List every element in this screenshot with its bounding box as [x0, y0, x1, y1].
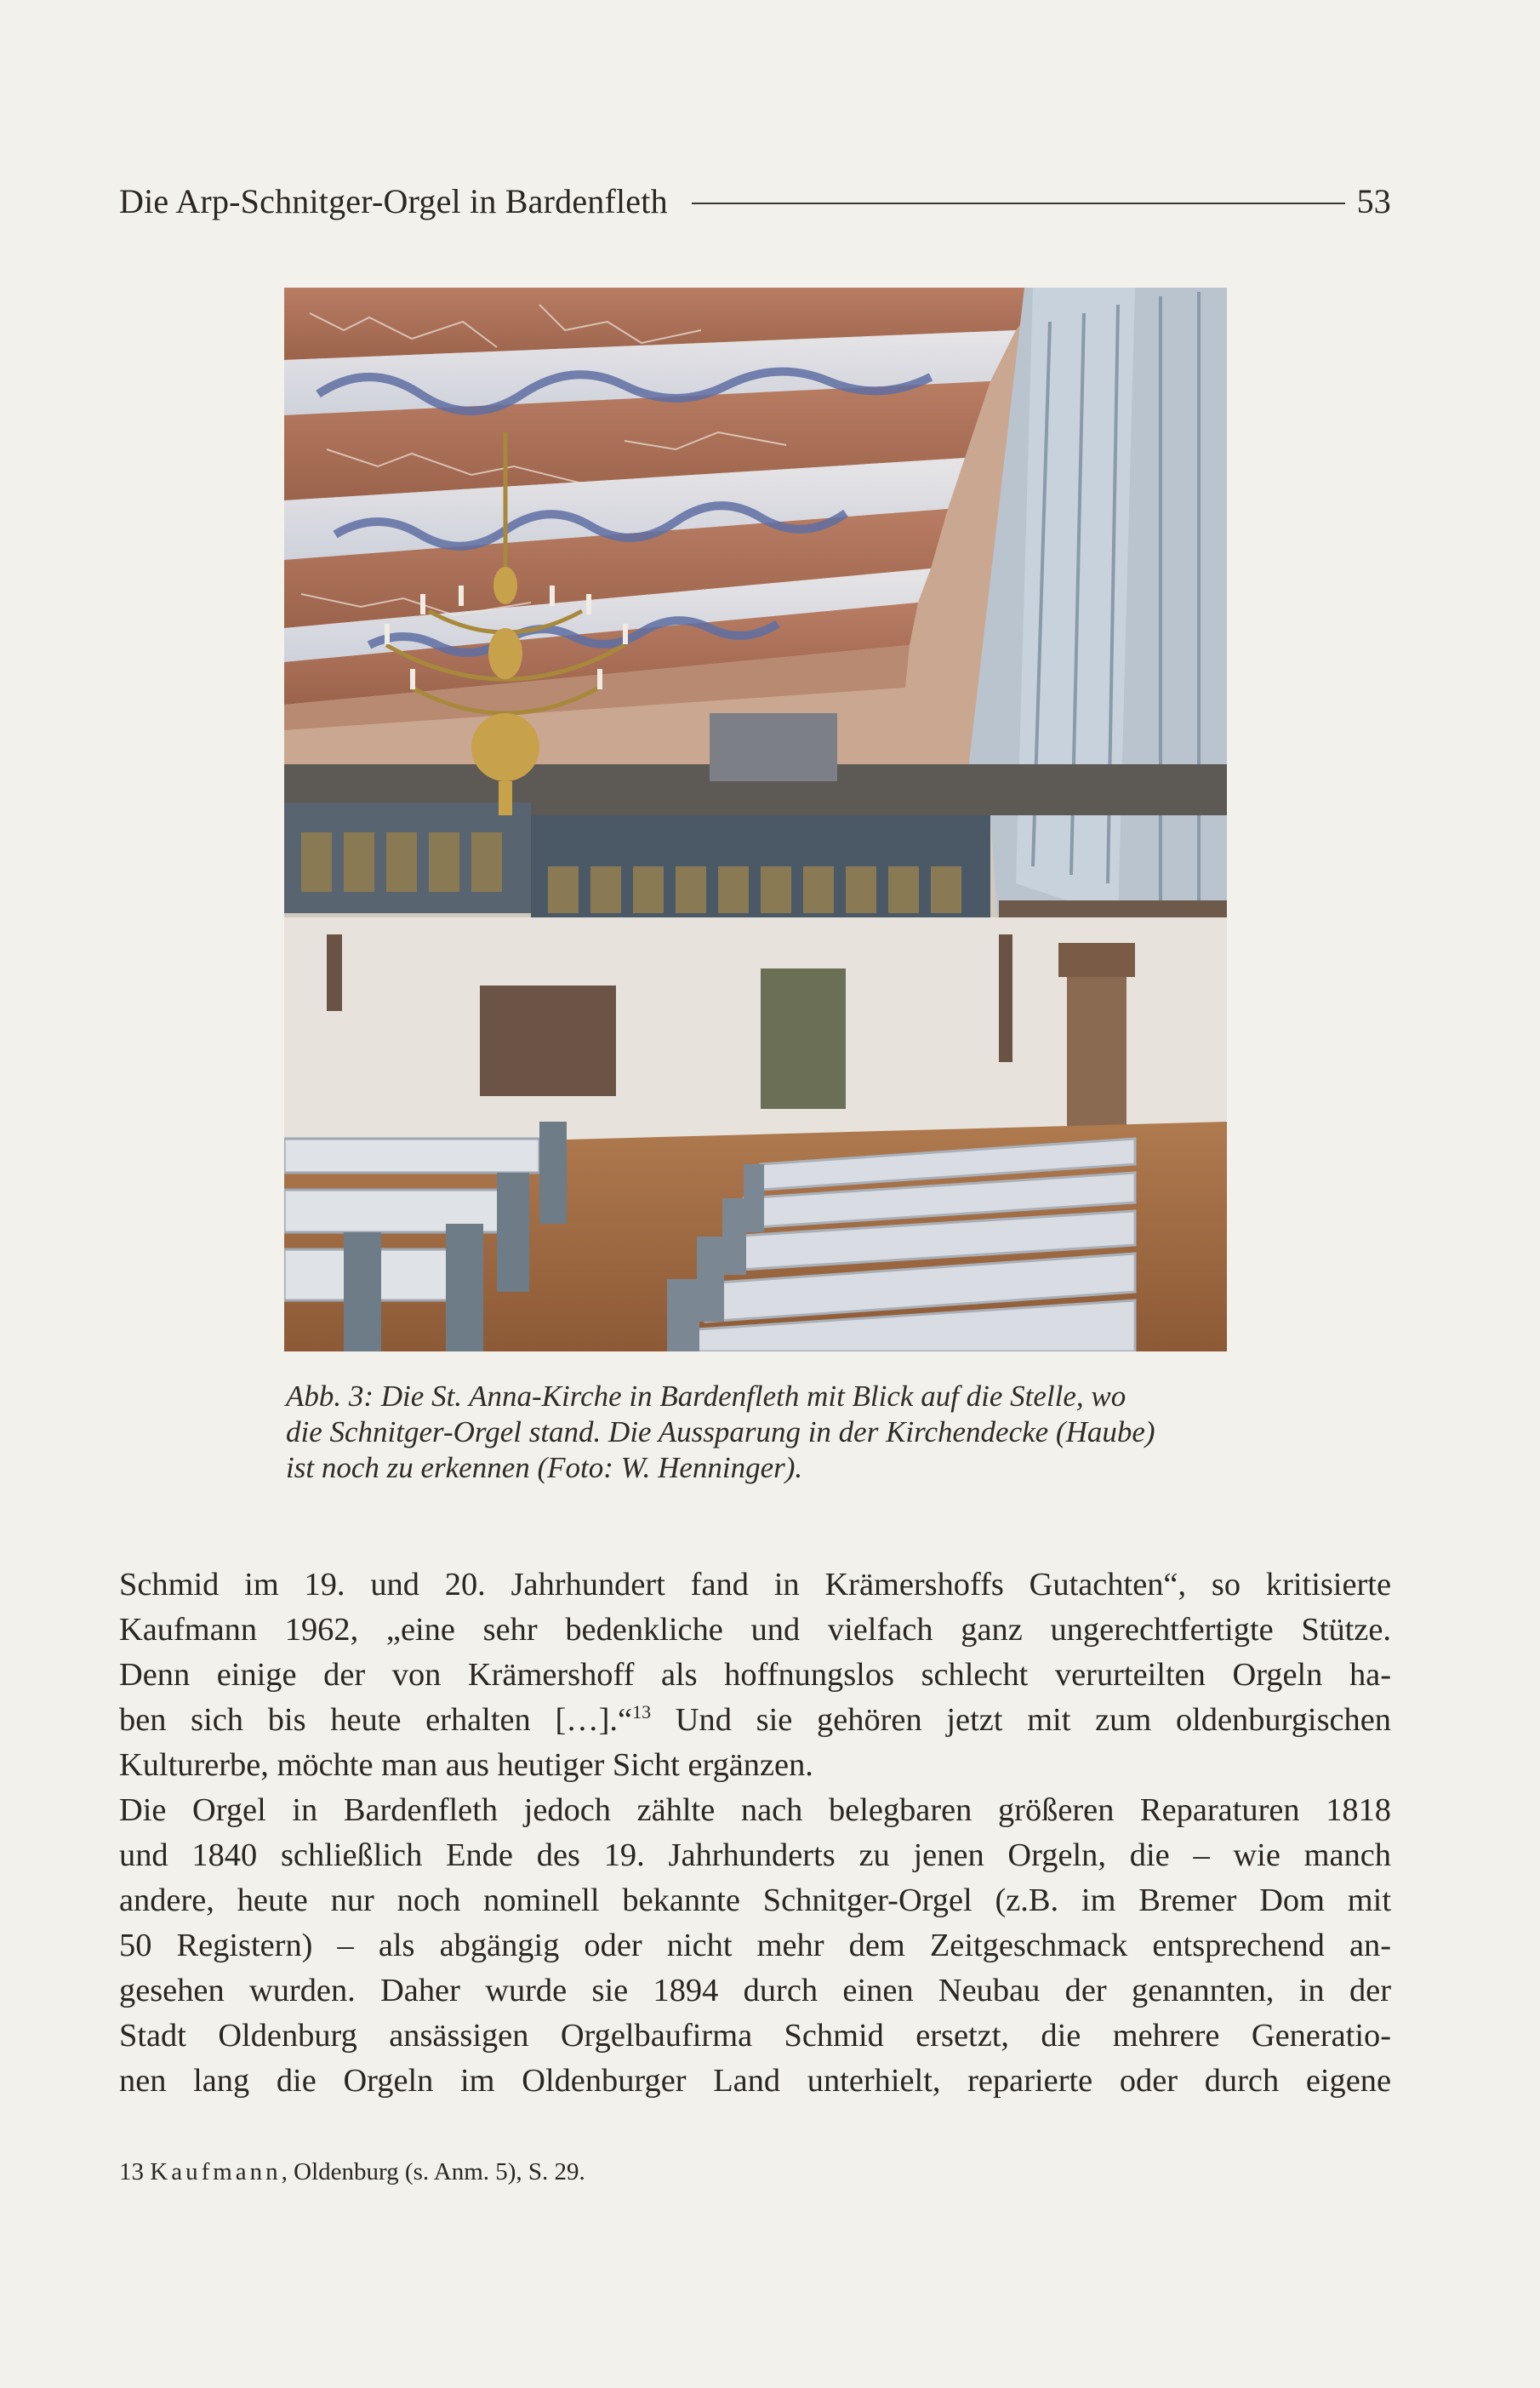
text-line: und 1840 schließlich Ende des 19. Jahrhunderts zu jenen Orgeln, die – wie manch	[119, 1837, 1391, 1873]
text-line: Schmid im 19. und 20. Jahrhundert fand in Krämershoffs Gutachten“, so kritisierte	[119, 1567, 1391, 1602]
paragraph-1	[119, 1562, 1391, 1788]
text-line: 50 Registern) – als abgängig oder nicht mehr dem Zeitgeschmack entsprechend an-	[119, 1928, 1391, 1963]
church-interior-illustration	[284, 288, 1227, 1351]
caption-line: ist noch zu erkennen (Foto: W. Henninger).	[286, 1451, 803, 1484]
header-rule	[692, 203, 1345, 204]
text-line: Kulturerbe, möchte man aus heutiger Sicht ergänzen.	[119, 1747, 813, 1783]
text-line: Denn einige der von Krämershoff als hoffnungslos schlecht verurteilten Orgeln ha-	[119, 1657, 1391, 1693]
caption-line: die Schnitger-Orgel stand. Die Aussparung in der Kirchendecke (Haube)	[286, 1415, 1155, 1448]
footnote-number: 13	[119, 2158, 144, 2185]
text-fragment: ben sich bis heute erhalten […].“	[119, 1702, 633, 1738]
running-header	[119, 175, 1391, 226]
figure-caption	[286, 1379, 1230, 1486]
running-title: Die Arp-Schnitger-Orgel in Bardenfleth	[119, 181, 668, 220]
footnote-author: Kaufmann	[150, 2158, 282, 2185]
footnote	[119, 2155, 1391, 2189]
text-line: Die Orgel in Bardenfleth jedoch zählte nach belegbaren größeren Reparaturen 1818	[119, 1792, 1391, 1828]
text-line: Stadt Oldenburg ansässigen Orgelbaufirma Schmid ersetzt, die mehrere Generatio-	[119, 2018, 1391, 2054]
body-text	[119, 1562, 1391, 2104]
paragraph-2	[119, 1788, 1391, 2104]
text-line: Kaufmann 1962, „eine sehr bedenkliche und vielfach ganz ungerechtfertigte Stütze.	[119, 1612, 1391, 1648]
caption-line: Abb. 3: Die St. Anna-Kirche in Bardenfleth mit Blick auf die Stelle, wo	[286, 1380, 1126, 1413]
page-number: 53	[1356, 181, 1391, 220]
church-interior-photo	[284, 288, 1227, 1351]
text-line: nen lang die Orgeln im Oldenburger Land unterhielt, reparierte oder durch eigene	[119, 2063, 1391, 2099]
text-line	[119, 1698, 1391, 1743]
footnote-text: , Oldenburg (s. Anm. 5), S. 29.	[281, 2158, 585, 2185]
text-fragment: Und sie gehören jetzt mit zum oldenburgischen	[651, 1702, 1391, 1738]
text-line: gesehen wurden. Daher wurde sie 1894 durch einen Neubau der genannten, in der	[119, 1973, 1391, 2008]
footnote-reference: 13	[632, 1701, 652, 1723]
text-line: andere, heute nur noch nominell bekannte Schnitger-Orgel (z.B. im Bremer Dom mit	[119, 1882, 1391, 1918]
